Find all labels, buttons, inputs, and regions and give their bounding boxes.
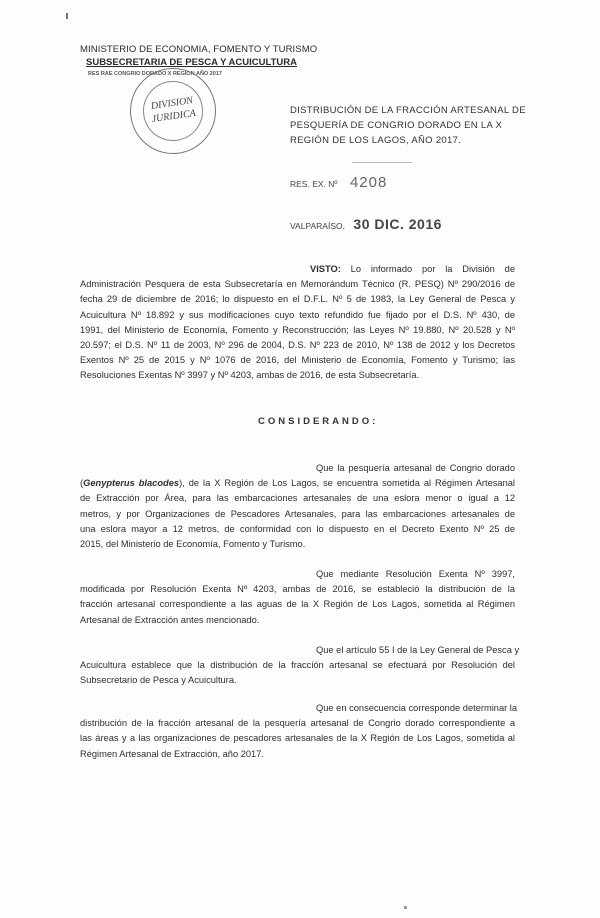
text-line: 2015, del Ministerio de Economía, Fomento y Turismo. (80, 539, 306, 550)
text-line: una eslora mayor a 12 metros, de conformidad con lo dispuesto en el Decreto Exento Nº 25 de (80, 523, 515, 534)
text-line: modificada por Resolución Exenta Nº 4203, ambas de 2016, se estableció la distribución de la (80, 584, 515, 595)
scan-mark (66, 13, 68, 19)
stamp-line-1: DIVISION (150, 95, 194, 112)
text-line: 1991, del Ministerio de Economía, Fomento y Reconstrucción; las Leyes Nº 19.880, Nº 20.528 y Nº (80, 324, 515, 335)
stamp-line-2: JURIDICA (150, 107, 197, 125)
text-line: Administración Pesquera de esta Subsecretaría en Memorándum Técnico (R. PESQ) Nº 290/2016 de (80, 279, 515, 290)
considerando-paragraph-4 (80, 701, 518, 762)
text-line: Artesanal de Extracción antes mencionado. (80, 614, 260, 625)
ministry-name: MINISTERIO DE ECONOMIA, FOMENTO Y TURISMO (80, 44, 318, 55)
text-line: Acuicultura establece que la distribución de la fracción artesanal se efectuará por Resolución del (80, 660, 515, 671)
resolution-number: 4208 (349, 174, 388, 191)
subsecretaria-name: SUBSECRETARIA DE PESCA Y ACUICULTURA (86, 57, 297, 68)
visto-label: VISTO: (310, 264, 341, 274)
text-line: Que mediante Resolución Exenta Nº 3997, (316, 569, 515, 579)
date: 30 DIC. 2016 (353, 216, 442, 232)
text-line: de Extracción por Área, para las embarcaciones artesanales de una eslora menor o igual a 12 (80, 493, 515, 504)
document-reference: RES RAE CONGRIO DORADO X REGION AÑO 2017 (88, 71, 222, 77)
species-name: Genypterus blacodes (83, 478, 180, 489)
text-line: las áreas y a las organizaciones de pescadores artesanales de la X Región de Los Lagos, sometida al (80, 733, 515, 744)
place-date-line (290, 216, 442, 234)
text-line: Que la pesquería artesanal de Congrio dorado (316, 463, 515, 473)
text-line: fecha 29 de diciembre de 2016; lo dispuesto en el D.F.L. Nº 5 de 1983, la Ley General de Pesca y (80, 294, 515, 305)
text-line: Que el artículo 55 I de la Ley General de Pesca y (316, 645, 520, 655)
text-line: Lo informado por la División de (350, 264, 515, 274)
text-line: Resoluciones Exentas Nº 3997 y Nº 4203, ambas de 2016, de esta Subsecretaría. (80, 370, 420, 381)
considerando-paragraph-1 (80, 461, 515, 552)
text-line: metros, y por Organizaciones de Pescadores Artesanales, para las embarcaciones artesanales de (80, 508, 515, 519)
text-line: Régimen Artesanal de Extracción, año 2017. (80, 748, 264, 759)
considerando-paragraph-3 (80, 643, 520, 689)
considerando-paragraph-2 (80, 567, 515, 628)
considerando-heading: CONSIDERANDO: (258, 416, 379, 427)
visto-paragraph (80, 262, 515, 384)
text-line: 20.597; el D.S. Nº 11 de 2003, Nº 296 de 2004, D.S. Nº 223 de 2010, Nº 138 de 2012 y los Decretos (80, 340, 515, 351)
resolution-line (290, 174, 387, 192)
resolution-label: RES. EX. Nº (290, 179, 338, 189)
text-line: Acuicultura Nº 18.892 y sus modificaciones cuyo texto refundido fue fijado por el D.S. Nº 430, de (80, 309, 515, 320)
text-line: Subsecretario de Pesca y Acuicultura. (80, 675, 237, 686)
text-line: Que en consecuencia corresponde determinar la (316, 703, 518, 713)
scan-mark (404, 906, 407, 909)
document-title: DISTRIBUCIÓN DE LA FRACCIÓN ARTESANAL DE PESQUERÍA DE CONGRIO DORADO EN LA X REGIÓN DE LOS LAGOS, AÑO 2017. (290, 105, 526, 146)
division-juridica-stamp (124, 62, 221, 159)
text-line-with-species: (Genypterus blacodes), de la X Región de Los Lagos, se encuentra sometida al Régimen Artesanal (80, 478, 515, 489)
text-line: Exentos Nº 25 de 2015 y Nº 1076 de 2016, del Ministerio de Economía, Fomento y Turismo; las (80, 355, 515, 366)
text-line: fracción artesanal correspondiente a las aguas de la X Región de Los Lagos, sometida al Régimen (80, 599, 515, 610)
scan-mark (352, 162, 412, 163)
place: VALPARAÍSO, (290, 221, 345, 231)
text-line: distribución de la fracción artesanal de la pesquería artesanal de Congrio dorado correspondiente a (80, 718, 515, 729)
visto-first-line (80, 262, 515, 277)
